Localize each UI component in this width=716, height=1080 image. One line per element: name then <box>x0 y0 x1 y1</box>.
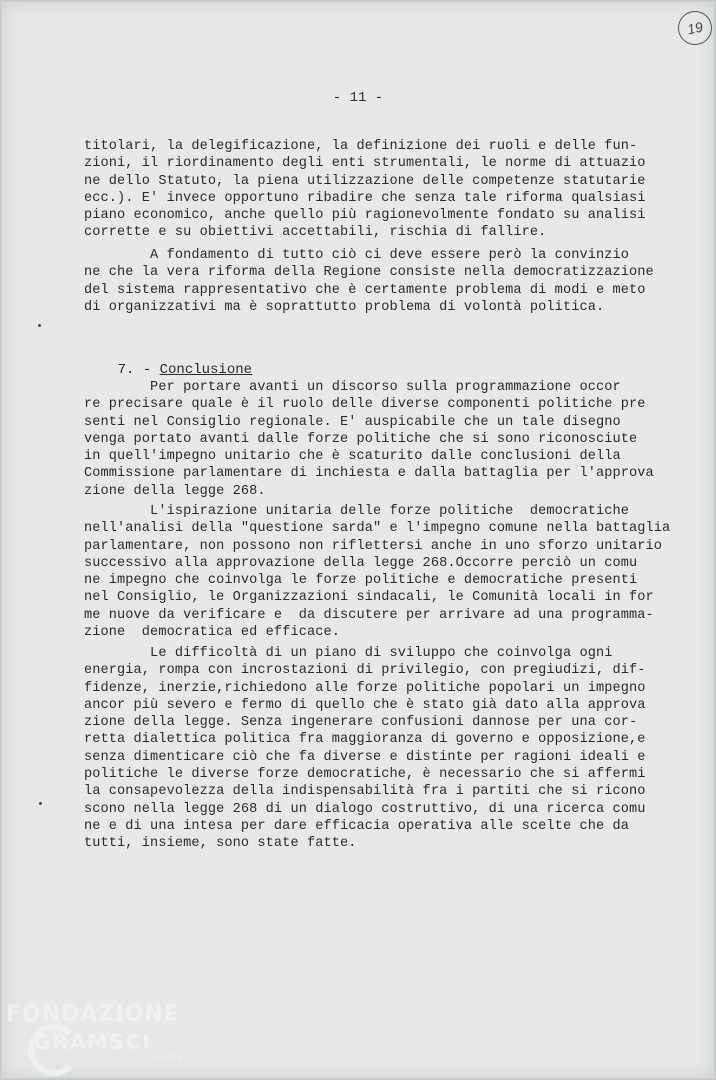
conclusion-paragraph-3 <box>84 645 684 853</box>
text-line: Commissione parlamentare di inchiesta e dalla battaglia per l'approva <box>84 466 654 482</box>
section-title: Conclusione <box>159 362 253 378</box>
text-line: in quell'impegno unitario che è scaturito dalle conclusioni della <box>84 449 621 465</box>
text-line: Per portare avanti un discorso sulla programmazione occor <box>84 380 621 395</box>
text-line: ne dello Statuto, la piena utilizzazione delle competenze statutarie <box>84 173 646 189</box>
text-line: parlamentare, non possono non riflettersi anche in uno sforzo unitario <box>84 538 663 554</box>
text-line: Le difficoltà di un piano di sviluppo che coinvolga ogni <box>84 646 613 661</box>
text-line: corrette e su obiettivi accettabili, rischia di fallire. <box>84 225 547 241</box>
text-line: scono nella legge 268 di un dialogo costruttivo, di una ricerca comu <box>84 801 646 817</box>
conclusion-paragraph-2 <box>84 503 684 641</box>
text-line: piano economico, anche quello più ragionevolmente fondato su analisi <box>84 208 646 224</box>
text-line: A fondamento di tutto ciò ci deve essere però la convinzio <box>84 248 629 263</box>
text-line: ancor più severo e fermo di quello che è stato già dato alla approva <box>84 697 646 713</box>
text-line: politiche le diverse forze democratiche, è necessario che si affermi <box>84 767 646 783</box>
text-line: ecc.). E' invece opportuno ribadire che senza tale riforma qualsiasi <box>84 190 646 206</box>
text-line: senti nel Consiglio regionale. E' auspicabile che un tale disegno <box>84 414 621 430</box>
text-line: zione della legge 268. <box>84 483 266 499</box>
text-line: successivo alla approvazione della legge 268.Occorre perciò un comu <box>84 555 638 571</box>
document-page <box>2 2 714 1078</box>
text-line: zione democratica ed efficace. <box>84 625 340 641</box>
page-number: - 11 - <box>332 90 384 106</box>
intro-paragraph-1 <box>84 138 684 242</box>
text-line: nell'analisi della "questione sarda" e l'impegno comune nella battaglia <box>84 521 671 537</box>
text-line: la consapevolezza della indispensabilità fra i partiti che si ricono <box>84 784 646 800</box>
watermark-line-1: FONDAZIONE <box>6 1002 180 1027</box>
text-line: tutti, insieme, sono state fatte. <box>84 836 357 852</box>
text-line: ne impegno che coinvolga le forze politiche e democratiche presenti <box>84 573 638 589</box>
text-line: del sistema rappresentativo che è certamente problema di modi e meto <box>84 282 646 298</box>
intro-paragraph-2 <box>84 247 684 316</box>
text-line: titolari, la delegificazione, la definizione dei ruoli e delle fun- <box>84 139 638 154</box>
text-line: fidenze, inerzie,richiedono alle forze politiche popolari un impegno <box>84 680 646 696</box>
watermark-line-2: GRAMSCI <box>34 1030 152 1054</box>
text-line: re precisare quale è il ruolo delle diverse componenti politiche pre <box>84 397 646 413</box>
text-line: ne che la vera riforma della Regione consiste nella democratizzazione <box>84 265 654 281</box>
text-line: nel Consiglio, le Organizzazioni sindacali, le Comunità locali in for <box>84 590 654 606</box>
watermark-logo <box>6 1002 183 1061</box>
watermark-line-3: onlus <box>156 1052 183 1061</box>
text-line: energia, rompa con incrostazioni di privilegio, con pregiudizi, dif- <box>84 663 646 679</box>
text-line: L'ispirazione unitaria delle forze politiche democratiche <box>84 504 629 519</box>
page-stamp: 19 <box>675 8 715 48</box>
text-line: zioni, il riordinamento degli enti strumentali, le norme di attuazio <box>84 156 646 172</box>
text-line: ne e di una intesa per dare efficacia operativa alle scelte che da <box>84 818 629 834</box>
text-line: me nuove da verificare e da discutere per arrivare ad una programma- <box>84 607 654 623</box>
punch-hole-mark <box>39 802 42 805</box>
text-line: senza dimenticare ciò che fa diverse e distinte per ragioni ideali e <box>84 749 646 765</box>
punch-hole-mark <box>38 324 41 327</box>
text-line: venga portato avanti dalle forze politiche che si sono riconosciute <box>84 431 638 447</box>
conclusion-paragraph-1 <box>84 379 684 500</box>
section-number: 7. - <box>117 362 160 378</box>
text-line: zione della legge. Senza ingenerare confusioni dannose per una cor- <box>84 715 638 731</box>
text-line: retta dialettica politica fra maggioranza di governo e opposizione,e <box>84 732 646 748</box>
text-line: di organizzativi ma è soprattutto problema di volontà politica. <box>84 299 605 315</box>
